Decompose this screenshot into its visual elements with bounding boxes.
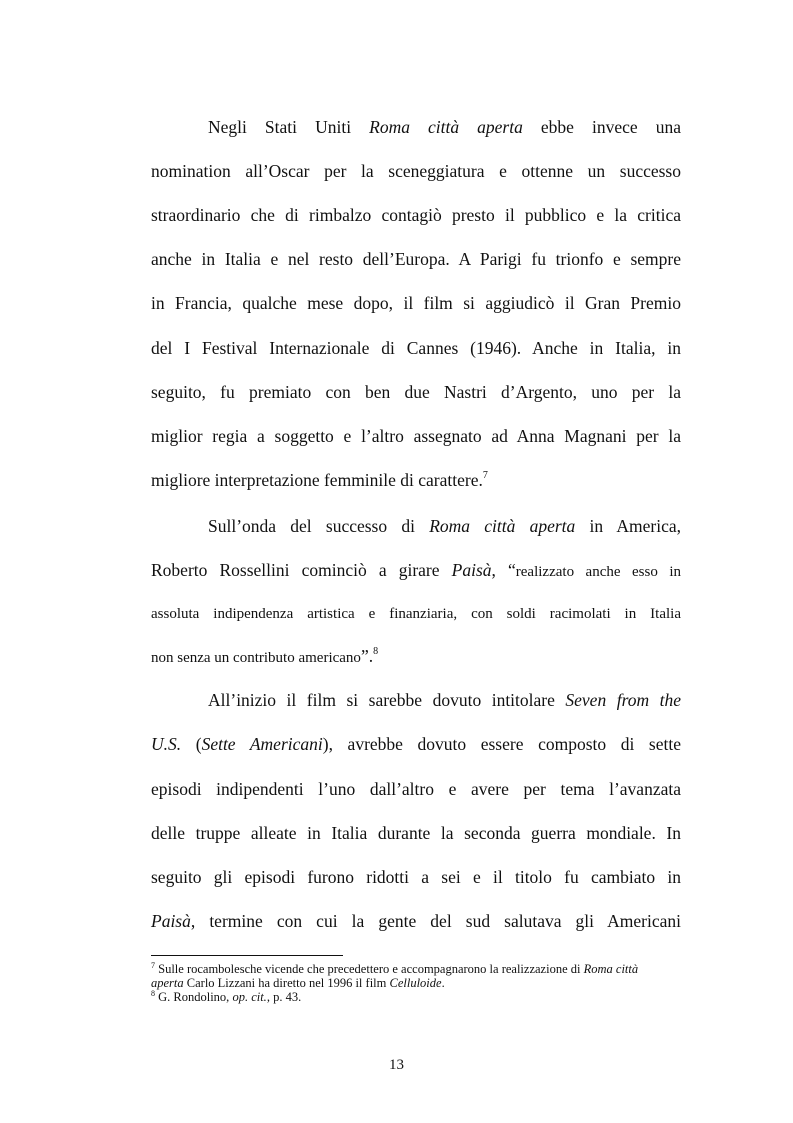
paragraph-3-line-5: seguito gli episodi furono ridotti a sei e il titolo fu cambiato in: [151, 867, 681, 887]
paragraph-2-line-3: assoluta indipendenza artistica e finanziaria, con soldi racimolati in Italia: [151, 606, 681, 622]
page-number: 13: [389, 1057, 404, 1073]
footnote-separator: [151, 955, 343, 956]
paragraph-1-line-5: in Francia, qualche mese dopo, il film si aggiudicò il Gran Premio: [151, 293, 681, 313]
paragraph-1-line-9: migliore interpretazione femminile di carattere.$^7$: [151, 470, 488, 490]
paragraph-3-line-2: U.S. (Sette Americani), avrebbe dovuto essere composto di sette: [151, 734, 681, 754]
paragraph-3-line-3: episodi indipendenti l’uno dall’altro e avere per tema l’avanzata: [151, 779, 681, 799]
paragraph-1-line-3: straordinario che di rimbalzo contagiò presto il pubblico e la critica: [151, 205, 681, 225]
paragraph-1-line-4: anche in Italia e nel resto dell’Europa. A Parigi fu trionfo e sempre: [151, 249, 681, 269]
footnote-7-line-2: aperta Carlo Lizzani ha diretto nel 1996 il film Celluloide.: [151, 976, 445, 990]
paragraph-3-line-1: All’inizio il film si sarebbe dovuto intitolare Seven from the: [208, 690, 682, 710]
footnote-7-line-1: $^7$ Sulle rocambolesche vicende che precedettero e accompagnarono la realizzazione di Roma città: [151, 960, 639, 976]
paragraph-1-line-1: Negli Stati Uniti Roma città aperta ebbe invece una: [208, 117, 681, 137]
paragraph-2-line-4: non senza un contributo americano”.$^8$: [151, 646, 379, 666]
paragraph-1-line-6: del I Festival Internazionale di Cannes (1946). Anche in Italia, in: [151, 338, 681, 358]
paragraph-1-line-2: nomination all’Oscar per la sceneggiatura e ottenne un successo: [151, 161, 681, 181]
paragraph-2-line-2: Roberto Rossellini cominciò a girare Paisà, “realizzato anche esso in: [151, 560, 681, 580]
footnote-ref-7: 7: [482, 470, 488, 482]
paragraph-1-line-7: seguito, fu premiato con ben due Nastri d’Argento, uno per la: [151, 382, 681, 402]
paragraph-3-line-6: Paisà, termine con cui la gente del sud salutava gli Americani: [151, 911, 681, 931]
footnote-8: $^8$ G. Rondolino, op. cit., p. 43.: [151, 988, 302, 1004]
paragraph-1-line-8: miglior regia a soggetto e l’altro assegnato ad Anna Magnani per la: [151, 426, 681, 446]
footnote-ref-8: 8: [373, 646, 379, 658]
paragraph-3-line-4: delle truppe alleate in Italia durante la seconda guerra mondiale. In: [151, 823, 681, 843]
paragraph-2-line-1: Sull’onda del successo di Roma città aperta in America,: [208, 516, 682, 536]
